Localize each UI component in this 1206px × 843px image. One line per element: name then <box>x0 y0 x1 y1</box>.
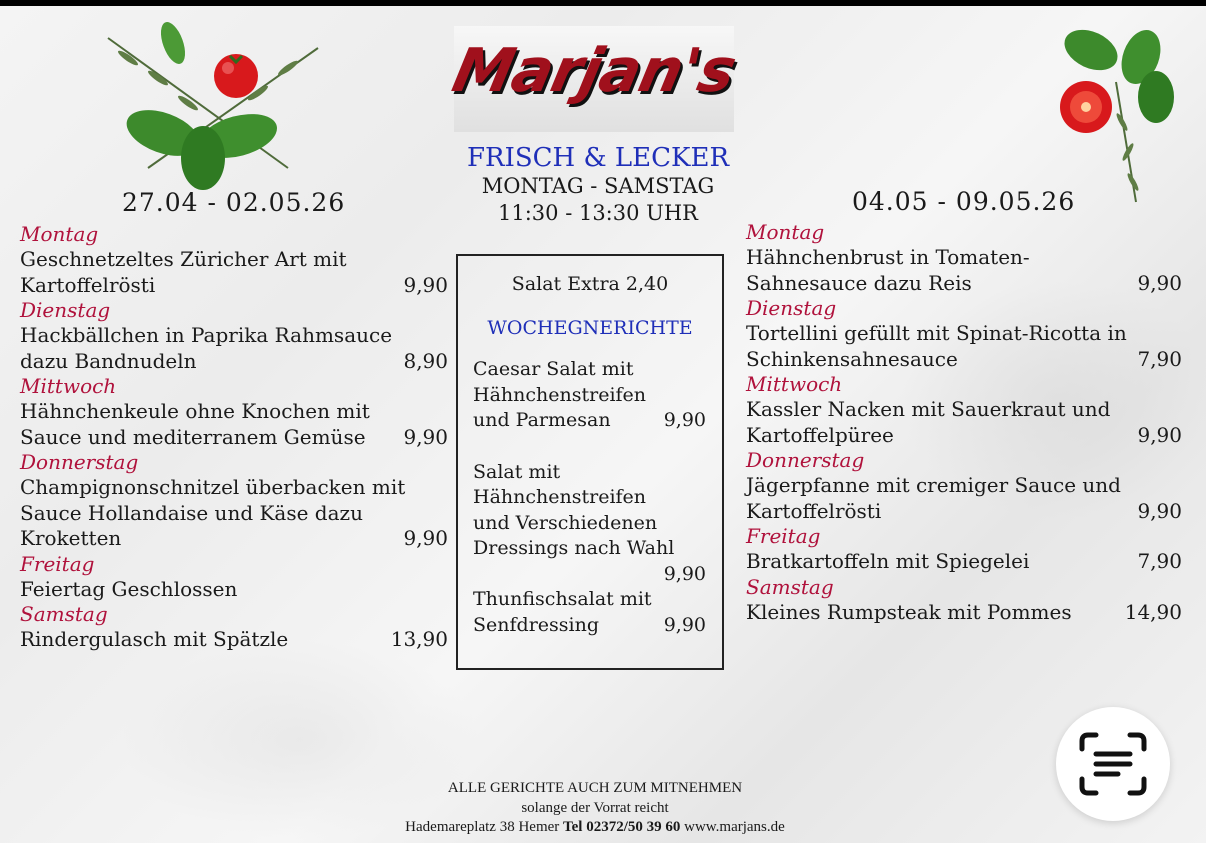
price: 9,90 <box>663 613 706 636</box>
price: 9,90 <box>663 562 706 585</box>
week-date-right: 04.05 - 09.05.26 <box>852 187 1076 216</box>
price: 9,90 <box>403 272 448 297</box>
dish-text: Jägerpfanne mit cremiger Sauce und <box>746 473 1121 497</box>
price: 9,90 <box>1137 498 1182 523</box>
dish-line <box>20 349 448 375</box>
day-label: Montag <box>746 220 825 244</box>
weekly-dish <box>473 460 706 588</box>
dish-line <box>473 536 706 562</box>
logo: Marjan's <box>446 36 742 106</box>
dish-line <box>473 587 706 613</box>
dish-text: Kroketten <box>20 526 122 550</box>
price: 9,90 <box>1137 422 1182 447</box>
dish-line <box>20 399 448 425</box>
price: 13,90 <box>390 627 448 651</box>
price: 14,90 <box>1124 599 1182 624</box>
dish-text: Rindergulasch mit Spätzle <box>20 627 289 651</box>
dish-line <box>746 423 1182 449</box>
price: 9,90 <box>663 409 706 431</box>
dish-line <box>746 473 1182 499</box>
menu-week-right <box>746 220 1182 625</box>
day-label: Donnerstag <box>746 448 865 472</box>
weekly-dish <box>473 357 706 434</box>
weekly-dishes-box <box>456 254 724 670</box>
salad-extra: Salat Extra 2,40 <box>511 273 669 295</box>
dish-text: Sauce und mediterranem Gemüse <box>20 424 366 449</box>
day-label: Freitag <box>20 551 95 576</box>
dish-line <box>20 323 448 349</box>
price: 7,90 <box>1137 549 1182 573</box>
top-border <box>0 0 1206 6</box>
day-label: Samstag <box>746 574 834 599</box>
dish-line <box>20 627 448 653</box>
day-label: Freitag <box>746 524 821 548</box>
dish-text: Champignonschnitzel überbacken mit <box>20 475 406 499</box>
dish-text: Feiertag Geschlossen <box>20 576 238 601</box>
basil-tomato-icon <box>88 18 328 193</box>
dish-line <box>20 501 448 527</box>
dish-line <box>746 600 1182 626</box>
dish-line <box>20 273 448 299</box>
dish-line <box>473 460 706 486</box>
dish-text: Kartoffelpüree <box>746 422 894 447</box>
weekly-dishes-title: WOCHEGNERICHTE <box>487 317 693 339</box>
dish-text: Geschnetzeltes Züricher Art mit <box>20 247 347 271</box>
opening-hours: 11:30 - 13:30 UHR <box>498 201 698 225</box>
dish-text: und Parmesan <box>473 409 611 431</box>
day-label: Dienstag <box>746 296 837 320</box>
dish-line <box>473 408 706 434</box>
dish-text: Hähnchenbrust in Tomaten- <box>746 245 1030 269</box>
scan-text-icon <box>1056 707 1170 821</box>
dish-text: Senfdressing <box>473 613 599 636</box>
dish-text: Kartoffelrösti <box>746 498 882 523</box>
dish-line <box>20 526 448 552</box>
dish-text: Sahnesauce dazu Reis <box>746 270 972 295</box>
dish-text: Hackbällchen in Paprika Rahmsauce <box>20 323 393 347</box>
dish-text: Thunfischsalat mit <box>473 588 652 610</box>
website: www.marjans.de <box>684 819 785 835</box>
price: 9,90 <box>1137 270 1182 295</box>
dish-line <box>746 321 1182 347</box>
dish-text: und Verschiedenen <box>473 511 658 534</box>
day-label: Dienstag <box>20 298 111 322</box>
day-label: Donnerstag <box>20 450 139 474</box>
day-label: Mittwoch <box>20 374 117 398</box>
dish-line <box>20 475 448 501</box>
basil-tomato-icon <box>1056 22 1186 207</box>
menu-week-left <box>20 222 448 653</box>
service-header <box>448 143 748 227</box>
dish-text: Kassler Nacken mit Sauerkraut und <box>746 397 1111 421</box>
days-open: MONTAG - SAMSTAG <box>481 174 715 198</box>
dish-text: Kleines Rumpsteak mit Pommes <box>746 599 1072 624</box>
dish-line <box>20 425 448 451</box>
dish-text: Tortellini gefüllt mit Spinat-Ricotta in <box>746 321 1127 345</box>
dish-line <box>473 357 706 383</box>
scan-text-button[interactable] <box>1056 707 1170 821</box>
dish-text: Salat mit <box>473 460 561 483</box>
footer-takeaway: ALLE GERICHTE AUCH ZUM MITNEHMEN <box>447 780 743 796</box>
weekly-dish <box>473 587 706 638</box>
day-label: Mittwoch <box>746 372 843 396</box>
day-label: Montag <box>20 222 99 246</box>
dish-line <box>473 383 706 409</box>
week-date-left: 27.04 - 02.05.26 <box>122 188 346 217</box>
dish-line <box>746 245 1182 271</box>
dish-line <box>473 485 706 511</box>
footer-stock: solange der Vorrat reicht <box>521 800 669 816</box>
dish-line <box>473 613 706 639</box>
phone: Tel 02372/50 39 60 <box>563 819 681 835</box>
day-label: Samstag <box>20 602 108 626</box>
logo-panel <box>446 26 742 132</box>
dish-line <box>20 577 448 603</box>
price: 8,90 <box>403 348 448 373</box>
dish-text: Bratkartoffeln mit Spiegelei <box>746 549 1030 573</box>
dish-line <box>746 549 1182 575</box>
dish-line <box>746 499 1182 525</box>
dish-text: Kartoffelrösti <box>20 272 156 297</box>
tagline: FRISCH & LECKER <box>466 143 730 173</box>
dish-line <box>473 511 706 537</box>
dish-line <box>20 247 448 273</box>
dish-text: Hähnchenkeule ohne Knochen mit <box>20 399 370 423</box>
weekly-dishes-list <box>458 357 722 638</box>
dish-text: Caesar Salat mit <box>473 358 634 380</box>
price: 9,90 <box>403 526 448 550</box>
footer-contact <box>320 819 870 836</box>
price: 9,90 <box>403 424 448 449</box>
dish-text: dazu Bandnudeln <box>20 348 197 373</box>
dish-line <box>746 347 1182 373</box>
address: Hademareplatz 38 Hemer <box>405 819 560 835</box>
price: 7,90 <box>1137 346 1182 371</box>
dish-text: Dressings nach Wahl <box>473 537 675 559</box>
dish-text: Hähnchenstreifen <box>473 383 647 406</box>
dish-line <box>746 397 1182 423</box>
dish-line <box>746 271 1182 297</box>
dish-text: Hähnchenstreifen <box>473 486 647 508</box>
dish-text: Sauce Hollandaise und Käse dazu <box>20 500 363 525</box>
dish-text: Schinkensahnesauce <box>746 346 958 371</box>
